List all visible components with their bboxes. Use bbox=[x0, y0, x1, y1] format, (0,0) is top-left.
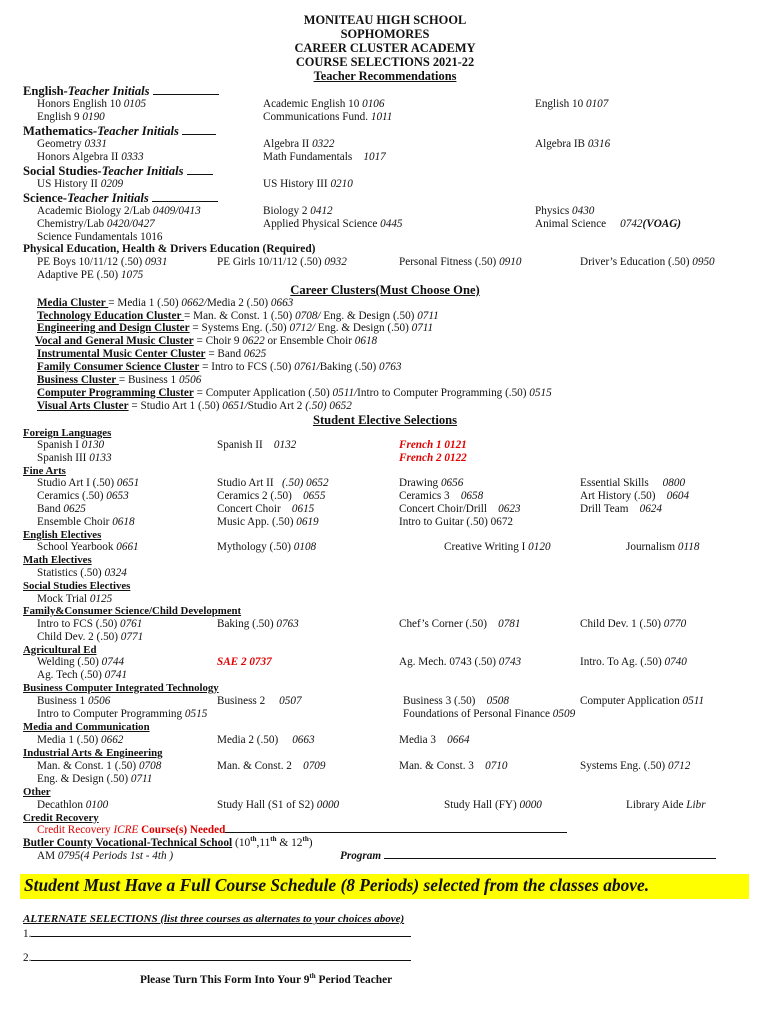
english-initials-field[interactable] bbox=[153, 94, 219, 95]
course-item[interactable]: Concert Choir 0615 bbox=[217, 503, 315, 515]
course-item[interactable]: Decathlon 0100 bbox=[37, 799, 109, 811]
social-electives-heading: Social Studies Electives bbox=[23, 580, 131, 592]
course-item[interactable]: Ceramics 2 (.50) 0655 bbox=[217, 490, 326, 502]
course-item[interactable]: School Yearbook 0661 bbox=[37, 541, 139, 553]
course-item[interactable]: Essential Skills 0800 bbox=[580, 477, 686, 489]
course-item[interactable]: Computer Application 0511 bbox=[580, 695, 705, 707]
social-initials-field[interactable] bbox=[187, 174, 213, 175]
alternate-selections-heading: ALTERNATE SELECTIONS (list three courses as alternates to your choices above) bbox=[23, 913, 405, 925]
course-item[interactable]: English 10 0107 bbox=[535, 98, 609, 110]
other-heading: Other bbox=[23, 786, 51, 798]
course-item[interactable]: PE Boys 10/11/12 (.50) 0931 bbox=[37, 256, 168, 268]
science-initials-field[interactable] bbox=[152, 201, 218, 202]
course-item[interactable]: Man. & Const. 2 0709 bbox=[217, 760, 326, 772]
english-heading: English-Teacher Initials bbox=[23, 85, 219, 98]
cluster-option[interactable]: Media Cluster = Media 1 (.50) 0662/Media 2 (.50) 0663 bbox=[37, 297, 294, 309]
butler-am-option[interactable]: AM 0795(4 Periods 1st - 4th ) bbox=[37, 850, 174, 862]
course-item[interactable]: Spanish III 0133 bbox=[37, 452, 112, 464]
footer-instruction: Please Turn This Form Into Your 9th Period Teacher bbox=[140, 972, 393, 986]
cluster-option[interactable]: Engineering and Design Cluster = Systems Eng. (.50) 0712/ Eng. & Design (.50) 0711 bbox=[37, 322, 434, 334]
course-item[interactable]: Drill Team 0624 bbox=[580, 503, 662, 515]
course-item[interactable]: Academic English 10 0106 bbox=[263, 98, 385, 110]
academy-title: CAREER CLUSTER ACADEMY bbox=[294, 41, 476, 55]
course-item[interactable]: French 2 0122 bbox=[399, 452, 467, 464]
course-item[interactable]: Band 0625 bbox=[37, 503, 86, 515]
teacher-recommendations-title: Teacher Recommendations bbox=[313, 69, 457, 83]
industrial-heading: Industrial Arts & Engineering bbox=[23, 747, 163, 759]
butler-heading: Butler County Vocational-Technical School (10th,11th & 12th) bbox=[23, 835, 313, 849]
english-electives-heading: English Electives bbox=[23, 529, 102, 541]
course-item[interactable]: Spanish I 0130 bbox=[37, 439, 105, 451]
course-item[interactable]: Media 2 (.50) 0663 bbox=[217, 734, 315, 746]
math-electives-heading: Math Electives bbox=[23, 554, 92, 566]
math-heading: Mathematics-Teacher Initials bbox=[23, 125, 216, 138]
course-item[interactable]: Algebra IB 0316 bbox=[535, 138, 611, 150]
course-item[interactable]: Chef’s Corner (.50) 0781 bbox=[399, 618, 521, 630]
fine-arts-heading: Fine Arts bbox=[23, 465, 66, 477]
business-heading: Business Computer Integrated Technology bbox=[23, 682, 219, 694]
course-item[interactable]: Communications Fund. 1011 bbox=[263, 111, 393, 123]
credit-recovery-heading: Credit Recovery bbox=[23, 812, 99, 824]
cluster-option[interactable]: Family Consumer Science Cluster = Intro to FCS (.50) 0761/Baking (.50) 0763 bbox=[37, 361, 402, 373]
course-item[interactable]: Drawing 0656 bbox=[399, 477, 464, 489]
course-item[interactable]: Chemistry/Lab 0420/0427 bbox=[37, 218, 155, 230]
cluster-option[interactable]: Business Cluster = Business 1 0506 bbox=[37, 374, 202, 386]
course-item[interactable]: Science Fundamentals 1016 bbox=[37, 231, 163, 243]
course-item[interactable]: Biology 2 0412 bbox=[263, 205, 333, 217]
course-item[interactable]: Academic Biology 2/Lab 0409/0413 bbox=[37, 205, 201, 217]
fcs-heading: Family&Consumer Science/Child Development bbox=[23, 605, 242, 617]
course-item[interactable]: Ensemble Choir 0618 bbox=[37, 516, 135, 528]
course-item[interactable]: Honors English 10 0105 bbox=[37, 98, 147, 110]
course-item[interactable]: Media 1 (.50) 0662 bbox=[37, 734, 124, 746]
course-item[interactable]: Business 2 0507 bbox=[217, 695, 302, 707]
course-item[interactable]: Journalism 0118 bbox=[626, 541, 700, 553]
course-item[interactable]: Art History (.50) 0604 bbox=[580, 490, 690, 502]
course-item[interactable]: Intro to FCS (.50) 0761 bbox=[37, 618, 143, 630]
course-item[interactable]: US History II 0209 bbox=[37, 178, 124, 190]
course-item[interactable]: Business 3 (.50) 0508 bbox=[403, 695, 509, 707]
cluster-option[interactable]: Vocal and General Music Cluster = Choir 9 0622 or Ensemble Choir 0618 bbox=[35, 335, 378, 347]
credit-recovery-field[interactable] bbox=[225, 832, 567, 833]
course-item[interactable]: Music App. (.50) 0619 bbox=[217, 516, 319, 528]
course-item[interactable]: Systems Eng. (.50) 0712 bbox=[580, 760, 691, 772]
course-item[interactable]: Business 1 0506 bbox=[37, 695, 111, 707]
course-item[interactable]: Ceramics 3 0658 bbox=[399, 490, 484, 502]
course-item[interactable]: Studio Art I (.50) 0651 bbox=[37, 477, 140, 489]
course-item[interactable]: Ag. Tech (.50) 0741 bbox=[37, 669, 128, 681]
course-item[interactable]: Library Aide Libr bbox=[626, 799, 706, 811]
course-item[interactable]: Spanish II 0132 bbox=[217, 439, 297, 451]
course-item[interactable]: Welding (.50) 0744 bbox=[37, 656, 125, 668]
career-clusters-heading: Career Clusters(Must Choose One) bbox=[290, 283, 480, 297]
course-item[interactable]: Intro to Computer Programming 0515 bbox=[37, 708, 208, 720]
course-item[interactable]: Honors Algebra II 0333 bbox=[37, 151, 144, 163]
pe-heading: Physical Education, Health & Drivers Education (Required) bbox=[23, 243, 316, 255]
alternate-2-field[interactable] bbox=[31, 960, 411, 961]
course-item[interactable]: Math Fundamentals 1017 bbox=[263, 151, 386, 163]
program-field[interactable] bbox=[384, 858, 716, 859]
course-item[interactable]: English 9 0190 bbox=[37, 111, 105, 123]
school-name: MONITEAU HIGH SCHOOL bbox=[303, 13, 467, 27]
course-item[interactable]: Ag. Mech. 0743 (.50) 0743 bbox=[399, 656, 522, 668]
course-item[interactable]: Adaptive PE (.50) 1075 bbox=[37, 269, 144, 281]
course-item[interactable]: Study Hall (FY) 0000 bbox=[444, 799, 542, 811]
course-item[interactable]: Media 3 0664 bbox=[399, 734, 470, 746]
course-item[interactable]: Statistics (.50) 0324 bbox=[37, 567, 127, 579]
credit-recovery-line[interactable]: Credit Recovery ICRE Course(s) Needed bbox=[37, 825, 567, 836]
full-schedule-banner: Student Must Have a Full Course Schedule (8 Periods) selected from the classes above. bbox=[20, 874, 749, 899]
course-item[interactable]: Intro. To Ag. (.50) 0740 bbox=[580, 656, 687, 668]
course-item[interactable]: US History III 0210 bbox=[263, 178, 353, 190]
course-item[interactable]: Child Dev. 1 (.50) 0770 bbox=[580, 618, 687, 630]
course-item[interactable]: Mock Trial 0125 bbox=[37, 593, 113, 605]
alternate-1[interactable]: 1. bbox=[23, 929, 411, 940]
alternate-2[interactable]: 2. bbox=[23, 953, 411, 964]
course-item[interactable]: Creative Writing I 0120 bbox=[444, 541, 551, 553]
course-item[interactable]: Physics 0430 bbox=[535, 205, 595, 217]
butler-program: Program bbox=[340, 851, 716, 862]
media-heading: Media and Communication bbox=[23, 721, 150, 733]
grade-level: SOPHOMORES bbox=[340, 27, 430, 41]
cluster-option[interactable]: Instrumental Music Center Cluster = Band 0625 bbox=[37, 348, 267, 360]
course-item[interactable]: PE Girls 10/11/12 (.50) 0932 bbox=[217, 256, 347, 268]
social-studies-heading: Social Studies-Teacher Initials bbox=[23, 165, 213, 178]
alternate-1-field[interactable] bbox=[31, 936, 411, 937]
course-item[interactable]: Baking (.50) 0763 bbox=[217, 618, 299, 630]
course-item[interactable]: Algebra II 0322 bbox=[263, 138, 335, 150]
math-initials-field[interactable] bbox=[182, 134, 216, 135]
course-item[interactable]: Driver’s Education (.50) 0950 bbox=[580, 256, 715, 268]
course-item[interactable]: Intro to Guitar (.50) 0672 bbox=[399, 516, 514, 528]
course-item[interactable]: Man. & Const. 3 0710 bbox=[399, 760, 508, 772]
course-item[interactable]: Foundations of Personal Finance 0509 bbox=[403, 708, 576, 720]
course-item[interactable]: Child Dev. 2 (.50) 0771 bbox=[37, 631, 144, 643]
cluster-option[interactable]: Visual Arts Cluster = Studio Art 1 (.50) 0651/Studio Art 2 (.50) 0652 bbox=[37, 400, 352, 412]
course-item[interactable]: Personal Fitness (.50) 0910 bbox=[399, 256, 522, 268]
course-item[interactable]: Man. & Const. 1 (.50) 0708 bbox=[37, 760, 162, 772]
course-item[interactable]: Study Hall (S1 of S2) 0000 bbox=[217, 799, 340, 811]
course-item[interactable]: Applied Physical Science 0445 bbox=[263, 218, 403, 230]
course-item[interactable]: Animal Science 0742(VOAG) bbox=[535, 218, 682, 230]
course-selections-title: COURSE SELECTIONS 2021-22 bbox=[295, 55, 475, 69]
course-item[interactable]: French 1 0121 bbox=[399, 439, 467, 451]
course-item[interactable]: Geometry 0331 bbox=[37, 138, 107, 150]
course-item[interactable]: Ceramics (.50) 0653 bbox=[37, 490, 129, 502]
course-item[interactable]: Studio Art II (.50) 0652 bbox=[217, 477, 329, 489]
course-item[interactable]: Eng. & Design (.50) 0711 bbox=[37, 773, 153, 785]
course-item[interactable]: SAE 2 0737 bbox=[217, 656, 272, 668]
course-item[interactable]: Concert Choir/Drill 0623 bbox=[399, 503, 521, 515]
course-item[interactable]: Mythology (.50) 0108 bbox=[217, 541, 317, 553]
cluster-option[interactable]: Computer Programming Cluster = Computer Application (.50) 0511/Intro to Computer Programming (.50) 0515 bbox=[37, 387, 552, 399]
ag-heading: Agricultural Ed bbox=[23, 644, 97, 656]
cluster-option[interactable]: Technology Education Cluster = Man. & Const. 1 (.50) 0708/ Eng. & Design (.50) 0711 bbox=[37, 310, 439, 322]
electives-heading: Student Elective Selections bbox=[312, 413, 458, 427]
science-heading: Science-Teacher Initials bbox=[23, 192, 218, 205]
foreign-languages-heading: Foreign Languages bbox=[23, 427, 112, 439]
